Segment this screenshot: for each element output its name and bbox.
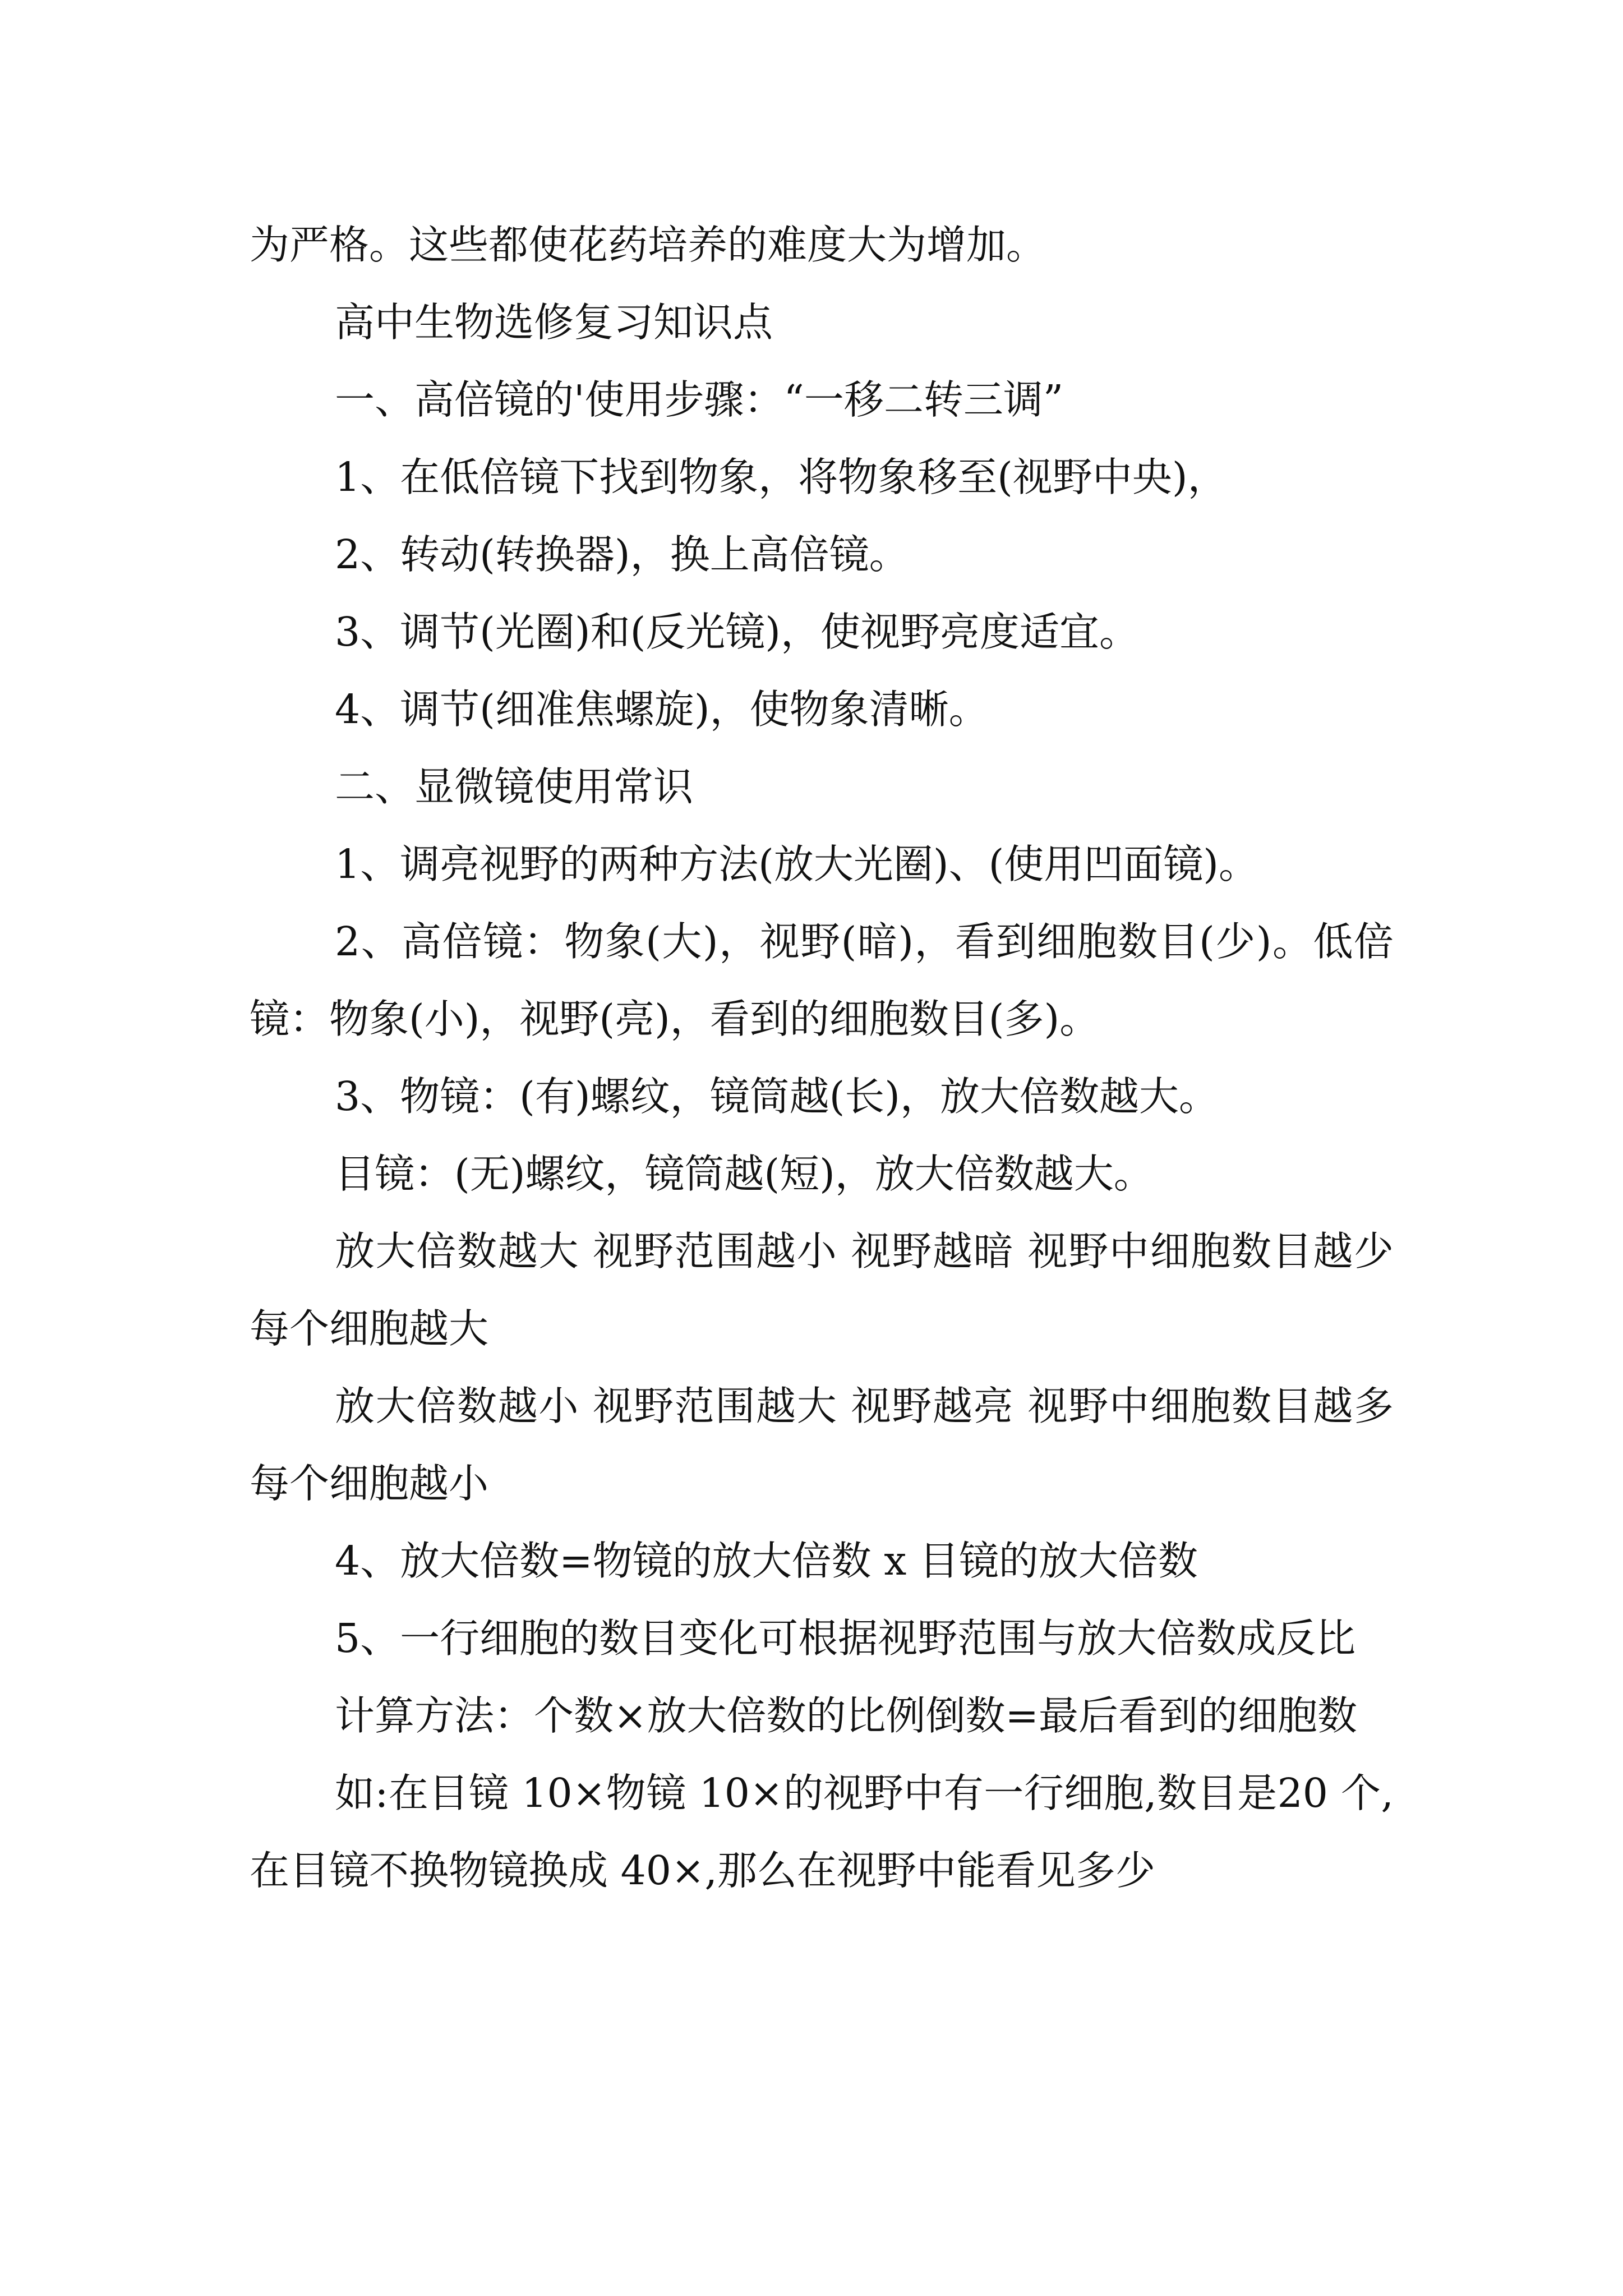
paragraph: 放大倍数越大 视野范围越小 视野越暗 视野中细胞数目越少 每个细胞越大 xyxy=(250,1228,1394,1352)
heading-high-power-steps: 一、高倍镜的'使用步骤：“一移二转三调” xyxy=(335,376,1064,423)
paragraph: 4、调节(细准焦螺旋)，使物象清晰。 xyxy=(335,686,989,733)
paragraph: 为严格。这些都使花药培养的难度大为增加。 xyxy=(250,222,1046,268)
paragraph: 5、一行细胞的数目变化可根据视野范围与放大倍数成反比 xyxy=(335,1615,1356,1662)
paragraph: 目镜：(无)螺纹，镜筒越(短)，放大倍数越大。 xyxy=(335,1151,1154,1197)
paragraph: 如:在目镜 10×物镜 10×的视野中有一行细胞,数目是20 个,在目镜不换物镜换成 40×,那么在视野中能看见多少 xyxy=(250,1770,1394,1894)
document-body xyxy=(250,206,1394,1910)
paragraph: 1、调亮视野的两种方法(放大光圈)、(使用凹面镜)。 xyxy=(335,841,1258,887)
paragraph: 3、调节(光圈)和(反光镜)，使视野亮度适宜。 xyxy=(335,609,1139,655)
paragraph: 4、放大倍数=物镜的放大倍数 x 目镜的放大倍数 xyxy=(335,1538,1198,1584)
paragraph: 计算方法：个数×放大倍数的比例倒数=最后看到的细胞数 xyxy=(335,1692,1357,1739)
paragraph: 1、在低倍镜下找到物象，将物象移至(视野中央)， xyxy=(335,454,1228,500)
heading-microscope-knowledge: 二、显微镜使用常识 xyxy=(335,763,694,810)
paragraph: 2、高倍镜：物象(大)，视野(暗)，看到细胞数目(少)。低倍镜：物象(小)，视野(亮)，看到的细胞数目(多)。 xyxy=(250,918,1394,1042)
paragraph: 放大倍数越小 视野范围越大 视野越亮 视野中细胞数目越多 每个细胞越小 xyxy=(250,1383,1394,1507)
paragraph: 3、物镜：(有)螺纹，镜筒越(长)，放大倍数越大。 xyxy=(335,1073,1219,1120)
paragraph: 2、转动(转换器)，换上高倍镜。 xyxy=(335,531,909,578)
section-title: 高中生物选修复习知识点 xyxy=(335,299,773,346)
